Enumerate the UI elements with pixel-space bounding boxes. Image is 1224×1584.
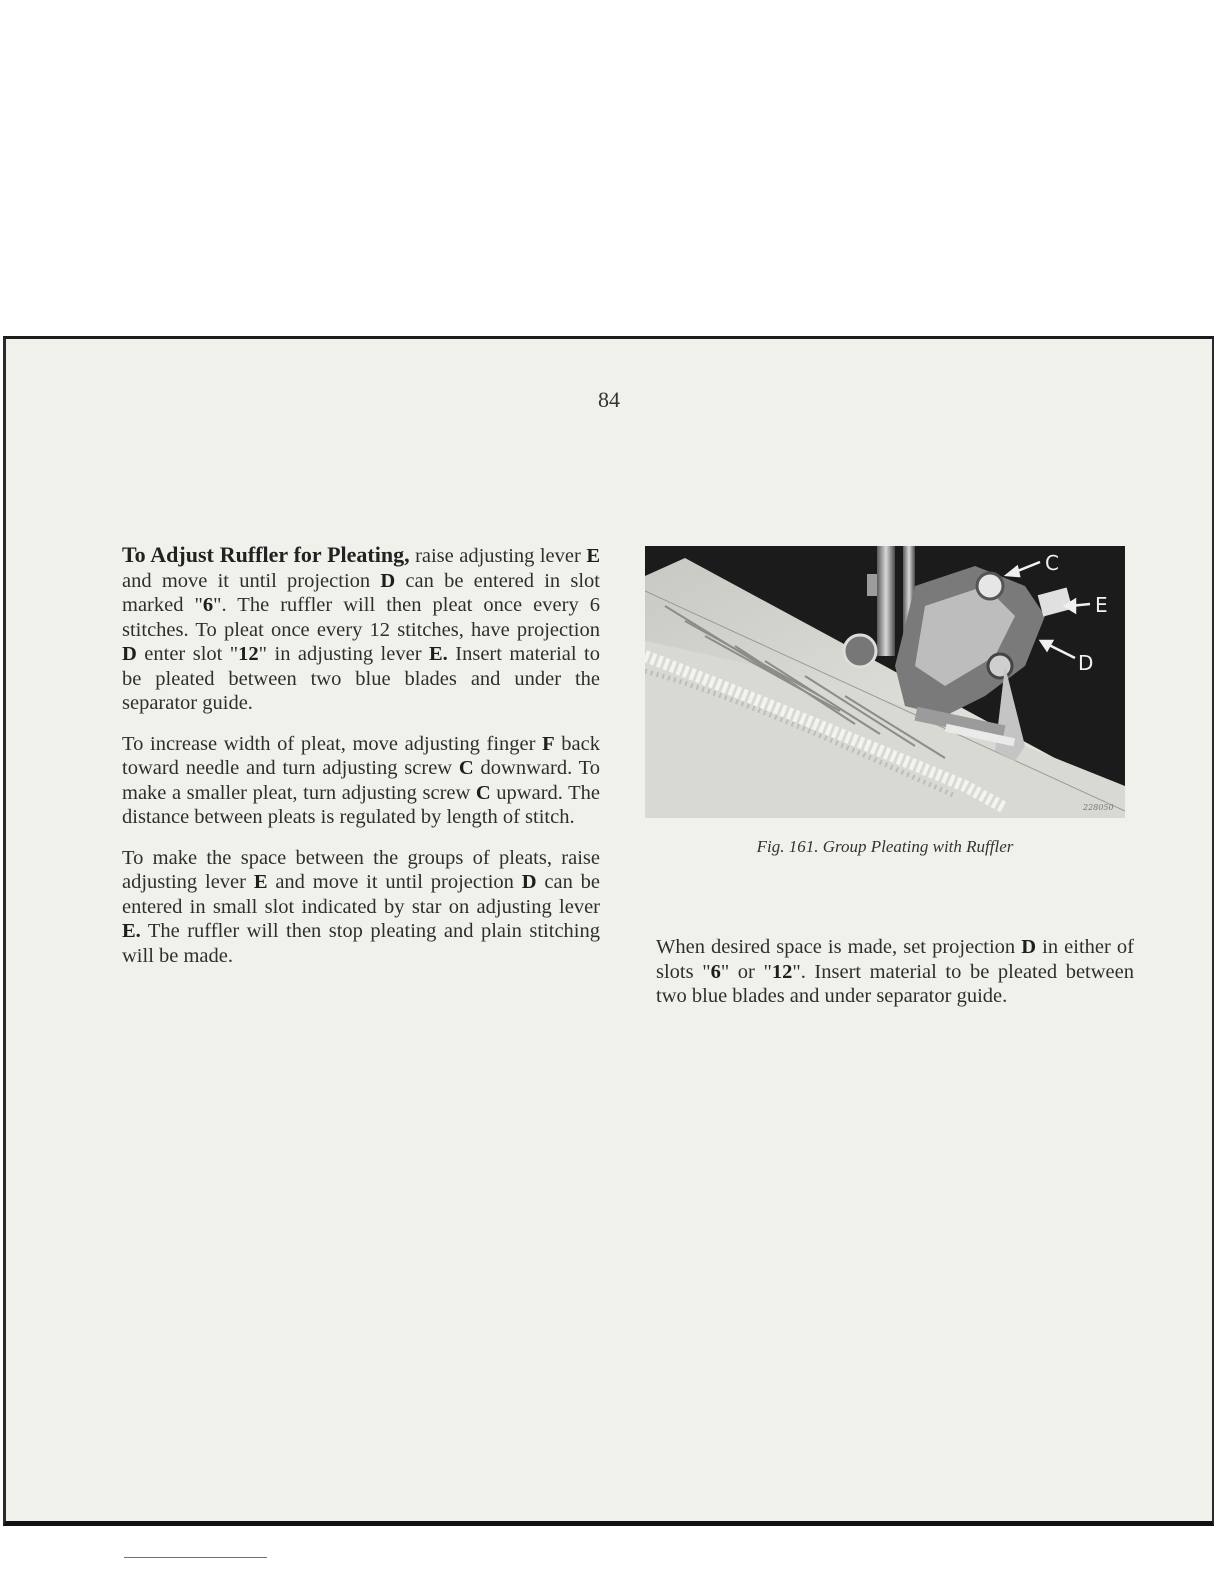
text-run: and move it until projection: [267, 871, 522, 893]
ruffler-photo: [645, 546, 1125, 818]
text-run: When desired space is made, set projection: [656, 936, 1022, 958]
part-label: E: [253, 871, 268, 893]
text-run: ". The ruffler will then pleat once every 6 stitches. To pleat once every 12 stitches, have projection: [122, 594, 600, 641]
slot-label: 6: [710, 960, 721, 983]
run-in-heading: To Adjust Ruffler for Pleating,: [122, 542, 410, 567]
text-run: and move it until projection: [122, 569, 381, 592]
text-run: can be entered in slot marked ": [122, 569, 601, 616]
part-label: D: [521, 871, 537, 893]
slot-label: 12: [771, 960, 793, 983]
text-run: To increase width of pleat, move adjusting finger: [122, 732, 543, 755]
slot-label: 6: [202, 594, 214, 616]
text-run: " or ": [720, 960, 772, 983]
text-run: raise adjusting lever: [409, 545, 587, 567]
text-run: Insert material to be pleated between two blue blades and under the separator guide.: [122, 643, 600, 714]
figure-plate-number: 228050: [1083, 803, 1114, 812]
page-number: 84: [598, 387, 620, 412]
part-label: E.: [122, 920, 141, 942]
part-label: D: [380, 569, 396, 592]
right-text-column: [656, 935, 1134, 1025]
paragraph-space-between-groups: [122, 846, 600, 969]
paragraph-adjust-ruffler: [122, 543, 600, 716]
part-label: E: [586, 545, 600, 567]
text-run: can be entered in small slot indicated by star on adjusting lever: [122, 871, 601, 918]
text-run: " in adjusting lever: [258, 643, 429, 665]
text-run: The ruffler will then stop pleating and plain stitching will be made.: [122, 920, 600, 967]
figure-caption: Fig. 161. Group Pleating with Ruffler: [756, 837, 1014, 856]
part-label: E.: [429, 643, 448, 665]
paragraph-increase-width: [122, 732, 600, 830]
part-label: C: [458, 757, 474, 779]
text-run: downward. To make a smaller pleat, turn adjusting screw: [122, 757, 600, 804]
part-label: D: [122, 643, 137, 665]
paragraph-desired-space: [656, 935, 1134, 1009]
text-run: in either of slots ": [656, 936, 1134, 983]
text-run: ". Insert material to be pleated between two blue blades and under separator guide.: [656, 960, 1134, 1007]
slot-label: 12: [238, 643, 259, 665]
text-run: back toward needle and turn adjusting screw: [122, 732, 600, 779]
part-label: D: [1021, 936, 1037, 958]
footer-rule: [124, 1557, 267, 1558]
part-label: C: [475, 781, 491, 804]
figure-label-e: E: [1095, 593, 1108, 617]
text-run: upward. The distance between pleats is regulated by length of stitch.: [122, 781, 600, 828]
text-run: To make the space between the groups of pleats, raise adjusting lever: [122, 846, 600, 893]
part-label: F: [542, 732, 555, 755]
figure-label-d: D: [1078, 651, 1094, 675]
manual-page: [3, 336, 1214, 1526]
left-text-column: [122, 543, 600, 984]
figure-label-c: C: [1045, 551, 1059, 575]
text-run: enter slot ": [136, 643, 239, 665]
